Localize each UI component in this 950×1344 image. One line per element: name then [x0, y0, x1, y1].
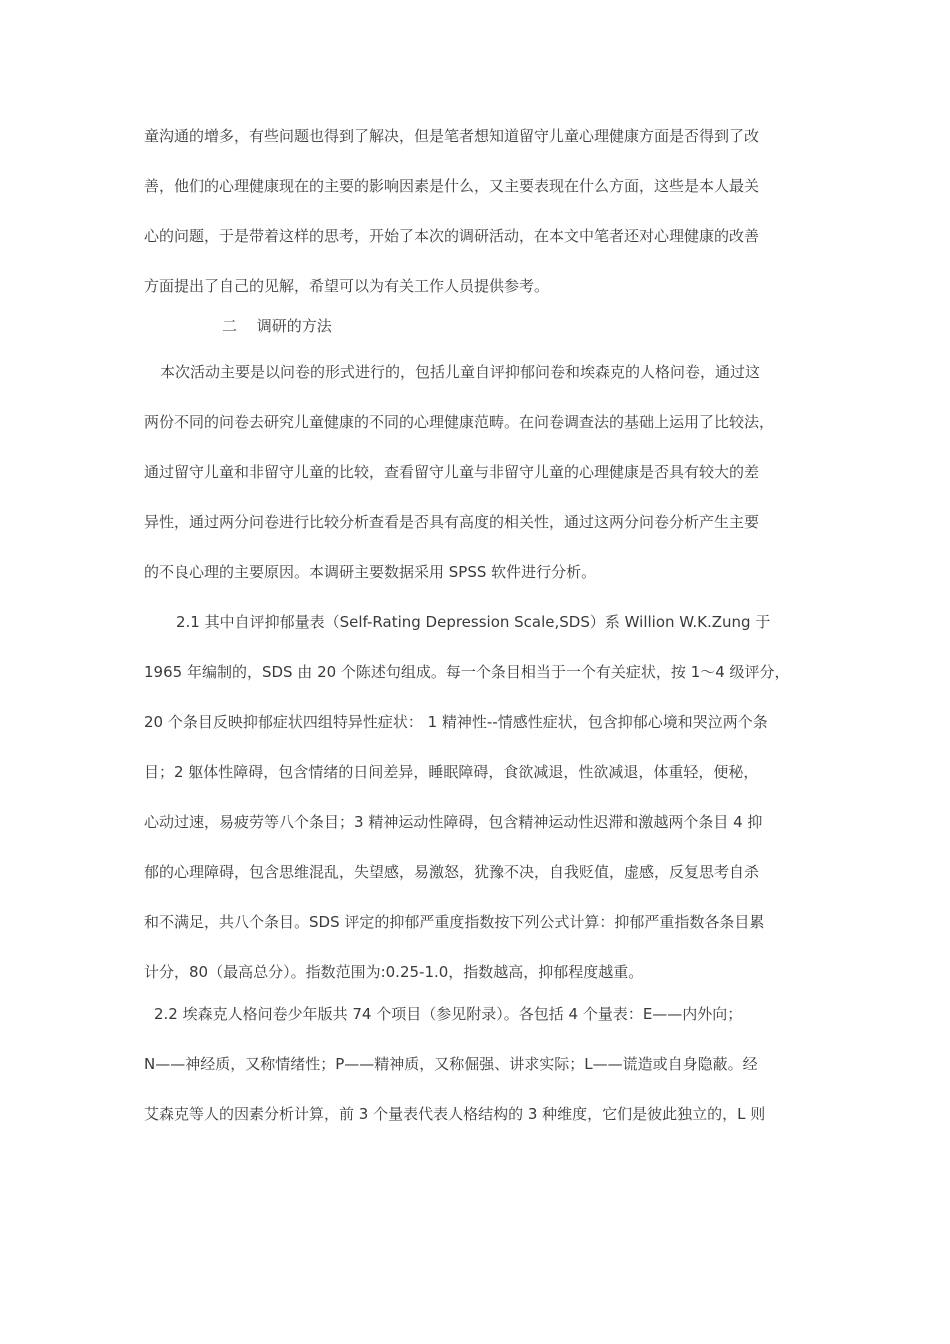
text-line: 本次活动主要是以问卷的形式进行的，包括儿童自评抑郁问卷和埃森克的人格问卷，通过这	[160, 363, 761, 381]
text-line: 童沟通的增多，有些问题也得到了解决，但是笔者想知道留守儿童心理健康方面是否得到了改	[144, 127, 760, 145]
text-line: 心的问题，于是带着这样的思考，开始了本次的调研活动，在本文中笔者还对心理健康的改善	[144, 227, 760, 245]
section-heading: 二 调研的方法	[222, 317, 332, 335]
text-line: 异性，通过两分问卷进行比较分析查看是否具有高度的相关性，通过这两分问卷分析产生主要	[144, 513, 760, 531]
text-line: 善，他们的心理健康现在的主要的影响因素是什么，又主要表现在什么方面，这些是本人最关	[144, 177, 760, 195]
text-line: 的不良心理的主要原因。本调研主要数据采用 SPSS 软件进行分析。	[144, 563, 597, 581]
text-line: 2.2 埃森克人格问卷少年版共 74 个项目（参见附录）。各包括 4 个量表：E——内外向；	[154, 1005, 743, 1023]
text-line: 计分，80（最高总分）。指数范围为:0.25-1.0，指数越高，抑郁程度越重。	[144, 963, 644, 981]
text-line: 和不满足，共八个条目。SDS 评定的抑郁严重度指数按下列公式计算：抑郁严重指数各条目累	[144, 913, 765, 931]
text-line: 艾森克等人的因素分析计算，前 3 个量表代表人格结构的 3 种维度，它们是彼此独立的，L 则	[144, 1105, 766, 1123]
text-line: 两份不同的问卷去研究儿童健康的不同的心理健康范畴。在问卷调查法的基础上运用了比较法，	[144, 413, 775, 431]
text-line: 心动过速，易疲劳等八个条目；3 精神运动性障碍，包含精神运动性迟滞和激越两个条目 4 抑	[144, 813, 763, 831]
text-line: 20 个条目反映抑郁症状四组特异性症状： 1 精神性--情感性症状，包含抑郁心境和哭泣两个条	[144, 713, 768, 731]
text-line: 目；2 躯体性障碍，包含情绪的日间差异，睡眠障碍，食欲减退，性欲减退，体重轻，便秘，	[144, 763, 759, 781]
text-line: N——神经质，又称情绪性；P——精神质，又称倔强、讲求实际；L——谎造或自身隐蔽。经	[144, 1055, 758, 1073]
text-line: 郁的心理障碍，包含思维混乱，失望感，易激怒，犹豫不决，自我贬值，虚感，反复思考自杀	[144, 863, 760, 881]
text-line: 通过留守儿童和非留守儿童的比较，查看留守儿童与非留守儿童的心理健康是否具有较大的差	[144, 463, 760, 481]
text-line: 1965 年编制的，SDS 由 20 个陈述句组成。每一个条目相当于一个有关症状，按 1～4 级评分，	[144, 663, 790, 681]
text-line: 2.1 其中自评抑郁量表（Self-Rating Depression Scale,SDS）系 Willion W.K.Zung 于	[176, 613, 771, 631]
text-line: 方面提出了自己的见解，希望可以为有关工作人员提供参考。	[144, 277, 550, 295]
